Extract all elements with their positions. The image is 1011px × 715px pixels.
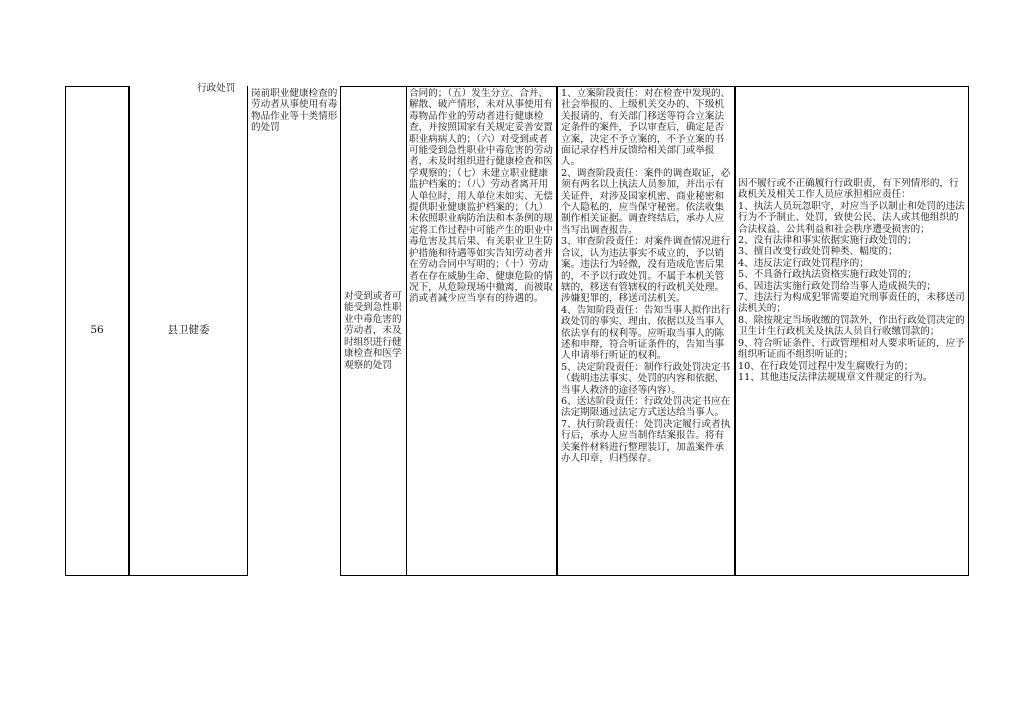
sub-item-name: [344, 87, 404, 575]
table-bottom-border-right: [340, 575, 969, 576]
category-clipped-text: 行政处罚: [197, 83, 236, 93]
department-name: 县卫健委: [167, 324, 210, 337]
table-bottom-border-left: [65, 575, 247, 576]
accountability-items: 因不履行或不正确履行行政职责，有下列情形的，行政机关及相关工作人员应承担相应责任： 1、执法人员玩忽职守，对应当予以制止和处罚的违法行为不予制止、处罚，致使公民、法人或其他组织的合法权益、公共利益和社会秩序遭受损害的； 2、没有法律和事实依据实施行政处罚的； 3、擅自改变行政处罚种类、幅度的； 4、违反法定行政处罚程序的； 5、不具备行政执法资格实施行政处罚的； 6、因违法实施行政处罚给当事人造成损失的； 7、违法行为构成犯罪需要追究刑事责任的，未移送司法机关的； 8、除按规定当场收缴的罚款外，作出行政处罚决定的卫生计生行政机关及执法人员自行收缴罚款的； 9、符合听证条件、行政管理相对人要求听证的，应予组织听证而不组织听证的； 10、在行政处罚过程中发生腐败行为的； 11、其他违反法律法规规章文件规定的行为。: [738, 178, 965, 383]
table-top-border-right: [340, 86, 969, 87]
col-border-5: [556, 86, 558, 576]
row-number: 56: [90, 324, 104, 337]
col-border-6: [734, 86, 736, 576]
responsibility-table: [65, 86, 969, 576]
col-border-4: [406, 86, 407, 576]
legal-basis: 合同的；（五）发生分立、合并、解散、破产情形，未对从事使用有毒物品作业的劳动者进行健康检查，并按照国家有关规定妥善安置职业病病人的；（六）对受到或者可能受到急性职业中毒危害的劳动者，未及时组织进行健康检查和医学观察的；（七）未建立职业健康监护档案的；（八）劳动者离开用人单位时，用人单位未如实、无偿提供职业健康监护档案的；（九）未依照职业病防治法和本条例的规定将工作过程中可能产生的职业中毒危害及其后果、有关职业卫生防护措施和待遇等如实告知劳动者并在劳动合同中写明的；（十）劳动者在存在威胁生命、健康危险的情况下，从危险现场中撤离，而被取消或者减少应当享有的待遇的。: [409, 88, 553, 305]
responsibility-items: 1、立案阶段责任：对在检查中发现的、社会举报的、上级机关交办的、下级机关报请的、有关部门移送等符合立案法定条件的案件，予以审查后，确定是否立案，决定不予立案的，不予立案的书面记录存档并反馈给相关部门或举报人。 2、调查阶段责任：案件的调查取证，必须有两名以上执法人员参加，并出示有关证件，对涉及国家机密、商业秘密和个人隐私的，应当保守秘密。依法收集制作相关证据。调查终结后，承办人应当写出调查报告。 3、审查阶段责任：对案件调查情况进行合议，认为违法事实不成立的，予以销案。违法行为轻微，没有造成危害后果的，不予以行政处罚。不属于本机关管辖的，移送有管辖权的行政机关处理。涉嫌犯罪的，移送司法机关。 4、告知阶段责任：告知当事人拟作出行政处罚的事实、理由、依据以及当事人依法享有的权利等。应听取当事人的陈述和申辩，符合听证条件的，告知当事人申请举行听证的权利。 5、决定阶段责任：制作行政处罚决定书（载明违法事实、处罚的内容和依据、当事人救济的途径等内容）。 6、送达阶段责任：行政处罚决定书应在法定期限通过法定方式送达给当事人。 7、执行阶段责任：处罚决定履行或者执行后，承办人应当制作结案报告。将有关案件材料进行整理装订，加盖案件承办人印章，归档保存。: [561, 88, 731, 464]
col-border-7: [968, 86, 969, 576]
col-border-3: [340, 86, 341, 576]
item-name: 岗前职业健康检查的劳动者从事使用有毒物品作业等十类情形的处罚: [251, 88, 338, 134]
sub-item-text: 对受到或者可能受到急性职业中毒危害的劳动者，未及时组织进行健康检查和医学观察的处罚: [344, 291, 402, 371]
col-border-2: [247, 86, 248, 576]
